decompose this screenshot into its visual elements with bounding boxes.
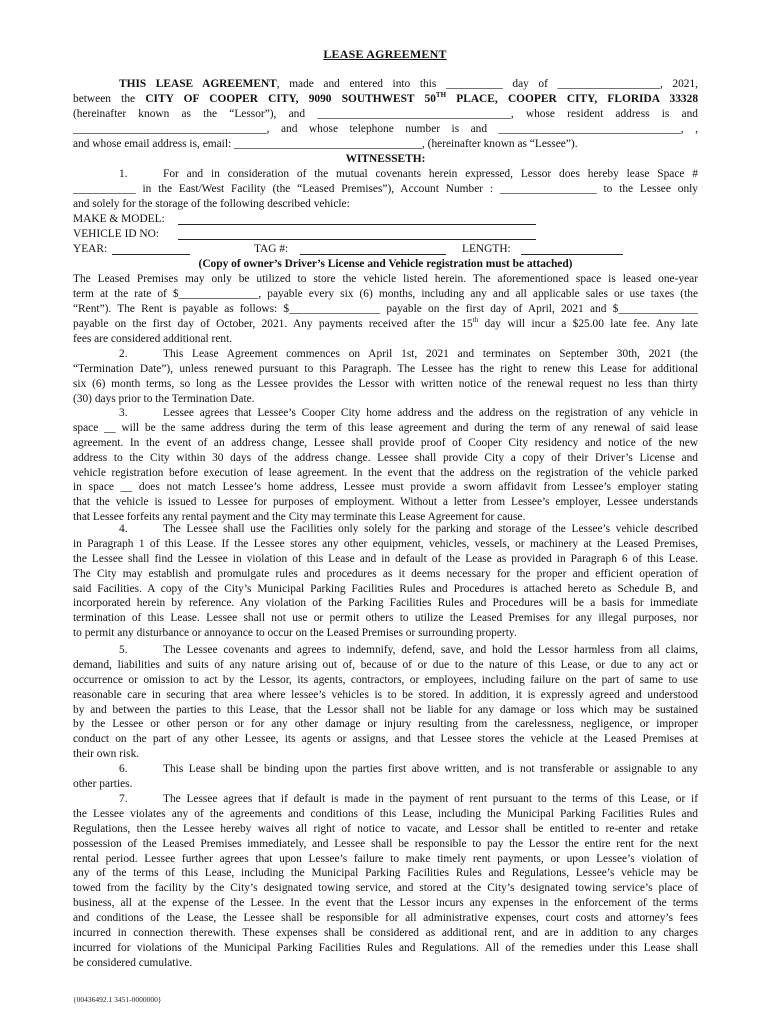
- section-3-line: that Lessee forfeits any rental payment and the City may terminate this Lease Agreement for cause.: [73, 511, 526, 523]
- section-3-line: 3. Lessee agrees that Lessee’s Cooper City home address and the address on the registration of any vehicle in: [119, 407, 698, 419]
- make-model-label: MAKE & MODEL:: [73, 213, 165, 225]
- make-model-field[interactable]: [178, 224, 536, 225]
- section-4-line: said Facilities. A copy of the City’s Municipal Parking Facilities Rules and Procedures is attached hereto as Schedule B, and: [73, 583, 698, 595]
- para-1-line-3: and solely for the storage of the following described vehicle:: [73, 198, 350, 210]
- section-3-line: space __ will be the same address during the term of this lease agreement and during the term of any renewal of said lease: [73, 422, 698, 434]
- year-label: YEAR:: [73, 243, 108, 255]
- tag-field[interactable]: [300, 254, 446, 255]
- section-5-line: by the Lessee or other person or for any other damage or injury resulting from the carelessness, negligence, or improper: [73, 718, 698, 730]
- section-3-line: in space __ does not match Lessee’s home address, Lessee must provide a sworn affidavit from Lessee’s employer stating: [73, 481, 698, 493]
- para-1-line-1: 1. For and in consideration of the mutual covenants herein expressed, Lessor does hereby lease Space #: [119, 168, 698, 180]
- section-number: 7.: [119, 793, 128, 805]
- rent-line-1: The Leased Premises may only be utilized to store the vehicle listed herein. The aforementioned space is leased one-year: [73, 273, 698, 285]
- intro-line-4: __________________________________, and whose telephone number is and ________________________________, ,: [73, 123, 698, 135]
- length-label: LENGTH:: [462, 243, 511, 255]
- rent-line-5: fees are considered additional rent.: [73, 333, 233, 345]
- section-number: 5.: [119, 644, 128, 656]
- year-field[interactable]: [112, 254, 190, 255]
- section-5-line: conduct on the part of any other Lessee, its agents or assigns, and that Lessee stores the vehicle at the Leased Premises at: [73, 733, 698, 745]
- section-4-line: in Paragraph 1 of this Lease. If the Lessee stores any other equipment, vehicles, vessels, or machinery at the Leased Premises,: [73, 538, 698, 550]
- section-5-line: demand, liabilities and suits of any nature arising out of, because of or due to the nature of this Lease, or due to any act or: [73, 659, 698, 671]
- section-3-line: vehicle registration before execution of lease agreement. In the event that the address on the registration of the vehicle parked: [73, 467, 698, 479]
- section-4-line: the Lessee shall find the Lessee in violation of this Lease and in default of the Lease as provided in Paragraph 6 of this Lease.: [73, 553, 698, 565]
- section-number: 4.: [119, 523, 128, 535]
- section-7-line: towed from the facility by the City’s designated towing service, and stored at the City’s designated towing service’s place of: [73, 882, 698, 894]
- section-7-line: 7. The Lessee agrees that if default is made in the payment of rent pursuant to the terms of this Lease, or if: [119, 793, 698, 805]
- section-7-line: possession of the Leased Premises immediately, and Lessee shall be responsible to pay the Lessor the entire rent for the next: [73, 838, 698, 850]
- section-7-line: rental period. Lessee further agrees that upon Lessee’s failure to make timely rent payments, or upon Lessee’s violation of: [73, 853, 698, 865]
- section-7-line: Regulations, then the Lessee hereby waives all right of notice to vacate, and Lessor shall be entitled to re-enter and retake: [73, 823, 698, 835]
- section-number: 6.: [119, 763, 128, 775]
- section-5-line: occurrence or omission to act by the Lessor, its agents, contractors, or employees, including failure on the part of same to use: [73, 674, 698, 686]
- section-7-line: incurred for violations of the Municipal Parking Facilities Rules and Regulations. All of the remedies under this Lease shall: [73, 942, 698, 954]
- lessor-name-address: CITY OF COOPER CITY, 9090 SOUTHWEST 50: [145, 93, 436, 105]
- section-6-line: 6. This Lease shall be binding upon the parties first above written, and is not transferable or assignable to any: [119, 763, 698, 775]
- intro-line-1: [73, 77, 698, 91]
- section-number: 2.: [119, 348, 128, 360]
- section-3-line: that the vehicle is issued to Lessee for purposes of employment. Without a letter from Lessee’s employer, Lessee understands: [73, 496, 698, 508]
- intro-line-2: between the CITY OF COOPER CITY, 9090 SOUTHWEST 50TH PLACE, COOPER CITY, FLORIDA 33328: [73, 91, 699, 105]
- para-1-line-2: ___________ in the East/West Facility (the “Leased Premises”), Account Number : _________________ to the Lessee only: [73, 183, 698, 195]
- section-number: 3.: [119, 407, 128, 419]
- vehicle-id-label: VEHICLE ID NO:: [73, 228, 160, 240]
- section-4-line: to permit any disturbance or annoyance to occur on the Leased Premises or surrounding property.: [73, 627, 517, 639]
- section-4-line: 4. The Lessee shall use the Facilities only solely for the parking and storage of the Lessee’s vehicle described: [119, 523, 698, 535]
- section-5-line: their own risk.: [73, 748, 140, 760]
- rent-line-3: “Rent”). The Rent is payable as follows: $________________ payable on the first day of April, 2021 and $______________: [73, 303, 698, 315]
- rent-line-4: payable on the first day of October, 2021. Any payments received after the 15th day will incur a $25.00 late fee. Any late: [73, 316, 698, 330]
- section-7-line: be considered cumulative.: [73, 957, 193, 969]
- document-title: LEASE AGREEMENT: [323, 47, 447, 61]
- tag-label: TAG #:: [254, 243, 289, 255]
- section-4-line: The City may establish and promulgate rules and procedures as it deems necessary for the proper and efficient operation of: [73, 568, 698, 580]
- section-7-line: the Lessee violates any of the agreements and conditions of this Lease, including the Municipal Parking Facilities Rules and: [73, 808, 698, 820]
- section-2-line: (30) days prior to the Termination Date.: [73, 393, 255, 405]
- length-field[interactable]: [521, 254, 623, 255]
- section-4-line: incorporated herein by reference. Any violation of the Parking Facilities Rules and Procedures will be a basis for immediate: [73, 597, 698, 609]
- section-2-line: six (6) month terms, so long as the Lessee provides the Lessor with written notice of the renewal request no less than thirty: [73, 378, 698, 390]
- section-6-line: other parties.: [73, 778, 133, 790]
- section-2-line: 2. This Lease Agreement commences on April 1st, 2021 and terminates on September 30th, 2021 (the: [119, 348, 698, 360]
- agreement-heading-phrase: THIS LEASE AGREEMENT: [119, 78, 277, 90]
- para-1-number: 1.: [119, 168, 128, 180]
- document-footer-id: {00436492.1 3451-0000000}: [73, 995, 162, 1004]
- section-7-line: incurred in connection therewith. These expenses shall be considered as additional rent, and are in addition to any charges: [73, 927, 698, 939]
- section-3-line: address to the City within 30 days of the address change. Lessee shall provide City a copy of their Driver’s License and: [73, 452, 698, 464]
- intro-date-text: , made and entered into this __________ day of __________________, 2021,: [276, 78, 699, 90]
- section-2-line: “Termination Date”), unless renewed pursuant to this Paragraph. The Lessee has the right to renew this Lease for additional: [73, 363, 698, 375]
- section-3-line: agreement. In the event of an address change, Lessee shall provide proof of Cooper City residency and notice of the new: [73, 437, 698, 449]
- intro-line-3: (hereinafter known as the “Lessor”), and __________________________________, whose resident address is and: [73, 108, 698, 120]
- section-4-line: termination of this Lease. Lessee shall not use or permit others to utilize the Leased Premises for any illegal purposes, nor: [73, 612, 698, 624]
- section-5-line: by and between the parties to this Lease, that the Lessor shall not be liable for any damage or loss which may be sustained: [73, 704, 698, 716]
- section-7-line: and conditions of the Lease, the Lessee shall be responsible for all administrative expenses, court costs and attorney’s fees: [73, 912, 698, 924]
- section-5-line: reasonable care in securing that area where lessee’s vehicles is to be stored. In addition, it is expressly agreed and understood: [73, 689, 698, 701]
- section-7-line: business, all at the expense of the Lessee. In the event that the Lessor incurs any expenses in the enforcement of the terms: [73, 897, 698, 909]
- copy-requirement-note: (Copy of owner’s Driver’s License and Vehicle registration must be attached): [198, 258, 573, 270]
- witnesseth-heading: WITNESSETH:: [345, 153, 426, 165]
- vehicle-id-field[interactable]: [178, 239, 536, 240]
- intro-line-5: and whose email address is, email: _________________________________, (hereinafter known as “Lessee”).: [73, 138, 578, 150]
- section-5-line: 5. The Lessee covenants and agrees to indemnify, defend, save, and hold the Lessor harmless from all claims,: [119, 644, 698, 656]
- section-7-line: any of the terms of this Lease, including the Municipal Parking Facilities Rules and Regulations, Lessee’s vehicle may be: [73, 867, 698, 879]
- rent-line-2: term at the rate of $______________, payable every six (6) months, including any and all applicable sales or use taxes (the: [73, 288, 698, 300]
